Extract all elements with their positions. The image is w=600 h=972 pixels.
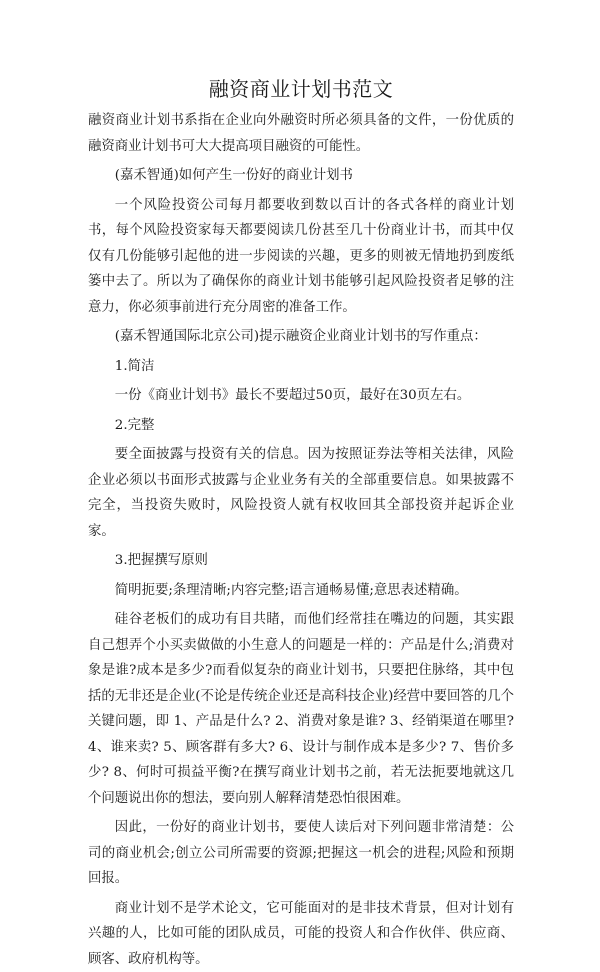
point-heading-principles: 3.把握撰写原则 [88, 548, 514, 574]
point-body-complete: 要全面披露与投资有关的信息。因为按照证券法等相关法律，风险企业必须以书面形式披露与企业业务有关的全部重要信息。如果披露不完全，当投资失败时，风险投资人就有权收回其全部投资并起诉企业家。 [88, 442, 514, 544]
point-body-principles: 简明扼要;条理清晰;内容完整;语言通畅易懂;意思表述精确。 [88, 578, 514, 604]
body-paragraph-silicon-valley: 硅谷老板们的成功有目共睹，而他们经常挂在嘴边的问题，其实跟自己想弄个小买卖做做的小生意人的问题是一样的：产品是什么;消费对象是谁?成本是多少?而看似复杂的商业计划书，只要把住脉络，其中包括的无非还是企业(不论是传统企业还是高科技企业)经营中要回答的几个关键问题，即 1、产品是什么? 2、消费对象是谁? 3、经销渠道在哪里? 4、谁来卖? 5、顾客群有多大? 6、设计与制作成本是多少? 7、售价多少? 8、何时可损益平衡?在撰写商业计划书之前，若无法扼要地就这几个问题说出你的想法，要向别人解释清楚恐怕很困难。 [88, 607, 514, 811]
section-heading-how-to: (嘉禾智通)如何产生一份好的商业计划书 [88, 163, 514, 189]
intro-paragraph: 融资商业计划书系指在企业向外融资时所必须具备的文件，一份优质的融资商业计划书可大大提高项目融资的可能性。 [88, 108, 514, 159]
body-paragraph-vc-reading: 一个风险投资公司每月都要收到数以百计的各式各样的商业计划书，每个风险投资家每天都要阅读几份甚至几十份商业计书，而其中仅仅有几份能够引起他的进一步阅读的兴趣，更多的则被无情地扔到废纸篓中去了。所以为了确保你的商业计划书能够引起风险投资者足够的注意力，你必须事前进行充分周密的准备工作。 [88, 193, 514, 321]
point-heading-complete: 2.完整 [88, 413, 514, 439]
body-paragraph-audience: 商业计划不是学术论文，它可能面对的是非技术背景，但对计划有兴趣的人，比如可能的团队成员，可能的投资人和合作伙伴、供应商、顾客、政府机构等。 [88, 896, 514, 972]
point-body-concise: 一份《商业计划书》最长不要超过50页，最好在30页左右。 [88, 383, 514, 409]
body-paragraph-conclusion: 因此，一份好的商业计划书，要使人读后对下列问题非常清楚：公司的商业机会;创立公司所需要的资源;把握这一机会的进程;风险和预期回报。 [88, 815, 514, 892]
section-heading-key-points: (嘉禾智通国际北京公司)提示融资企业商业计划书的写作重点： [88, 324, 514, 350]
point-heading-concise: 1.简洁 [88, 354, 514, 380]
document-title: 融资商业计划书范文 [88, 74, 514, 104]
